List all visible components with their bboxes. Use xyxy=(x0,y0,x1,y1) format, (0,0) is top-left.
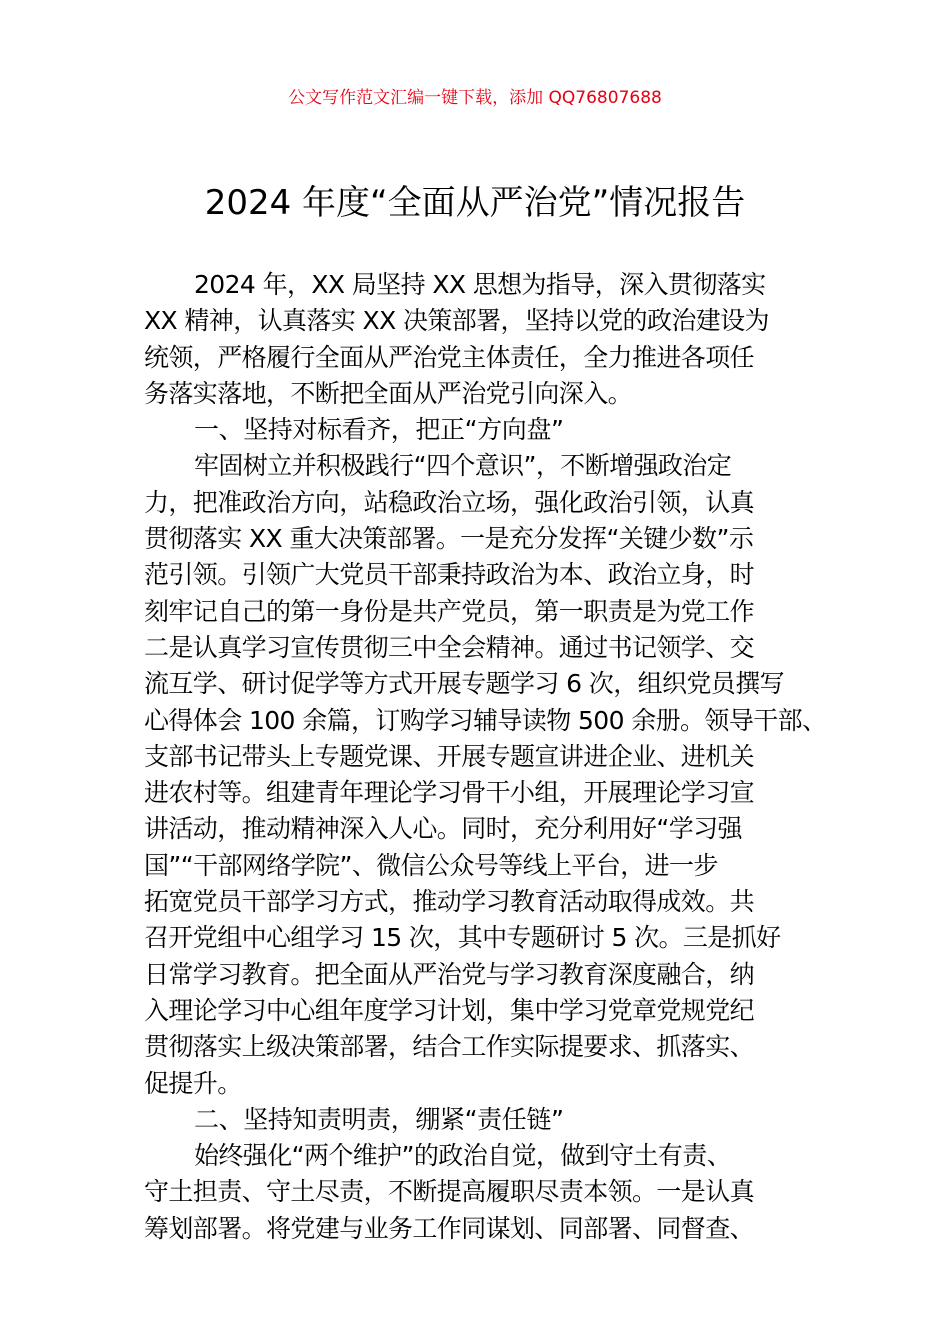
paragraph-section2-line: 守土担责、守土尽责，不断提高履职尽责本领。一是认真 xyxy=(144,1177,755,1207)
paragraph-intro-line: XX 精神，认真落实 XX 决策部署，坚持以党的政治建设为 xyxy=(144,306,769,336)
paragraph-section1-line: 国”“干部网络学院”、微信公众号等线上平台，进一步 xyxy=(144,850,718,880)
paragraph-section1-line: 二是认真学习宣传贯彻三中全会精神。通过书记领学、交 xyxy=(144,632,755,662)
paragraph-section1-line: 拓宽党员干部学习方式，推动学习教育活动取得成效。共 xyxy=(144,887,755,917)
paragraph-section1-line: 范引领。引领广大党员干部秉持政治为本、政治立身，时 xyxy=(144,560,755,590)
paragraph-section2-line: 筹划部署。将党建与业务工作同谋划、同部署、同督查、 xyxy=(144,1213,755,1243)
paragraph-section1-line: 力，把准政治方向，站稳政治立场，强化政治引领，认真 xyxy=(144,487,755,517)
paragraph-section1-line: 进农村等。组建青年理论学习骨干小组，开展理论学习宣 xyxy=(144,778,755,808)
paragraph-section1-line: 贯彻落实上级决策部署，结合工作实际提要求、抓落实、 xyxy=(144,1032,755,1062)
paragraph-section1-line: 入理论学习中心组年度学习计划，集中学习党章党规党纪 xyxy=(144,995,755,1025)
paragraph-section1-line: 刻牢记自己的第一身份是共产党员，第一职责是为党工作 xyxy=(144,596,755,626)
promo-banner: 公文写作范文汇编一键下载，添加 QQ76807688 xyxy=(288,88,662,108)
paragraph-section1-line: 支部书记带头上专题党课、开展专题宣讲进企业、进机关 xyxy=(144,741,755,771)
paragraph-section1-line: 心得体会 100 余篇，订购学习辅导读物 500 余册。领导干部、 xyxy=(144,705,827,735)
paragraph-intro-line: 统领，严格履行全面从严治党主体责任，全力推进各项任 xyxy=(144,342,755,372)
paragraph-intro-line: 务落实落地，不断把全面从严治党引向深入。 xyxy=(144,378,633,408)
paragraph-section2-line: 始终强化“两个维护”的政治自觉，做到守土有责、 xyxy=(194,1141,732,1171)
paragraph-section1-line: 日常学习教育。把全面从严治党与学习教育深度融合，纳 xyxy=(144,959,755,989)
paragraph-section1-line: 促提升。 xyxy=(144,1068,242,1098)
paragraph-section1-line: 牢固树立并积极践行“四个意识”，不断增强政治定 xyxy=(194,451,732,481)
paragraph-section1-line: 召开党组中心组学习 15 次，其中专题研讨 5 次。三是抓好 xyxy=(144,923,781,953)
section-heading-1: 一、坚持对标看齐，把正“方向盘” xyxy=(194,415,564,445)
paragraph-section1-line: 贯彻落实 XX 重大决策部署。一是充分发挥“关键少数”示 xyxy=(144,524,754,554)
paragraph-section1-line: 讲活动，推动精神深入人心。同时，充分利用好“学习强 xyxy=(144,814,742,844)
paragraph-section1-line: 流互学、研讨促学等方式开展专题学习 6 次，组织党员撰写 xyxy=(144,669,785,699)
section-heading-2: 二、坚持知责明责，绷紧“责任链” xyxy=(194,1104,564,1134)
document-title: 2024 年度“全面从严治党”情况报告 xyxy=(204,183,746,223)
document-body xyxy=(144,267,827,1247)
paragraph-intro-line: 2024 年，XX 局坚持 XX 思想为指导，深入贯彻落实 xyxy=(194,270,766,299)
